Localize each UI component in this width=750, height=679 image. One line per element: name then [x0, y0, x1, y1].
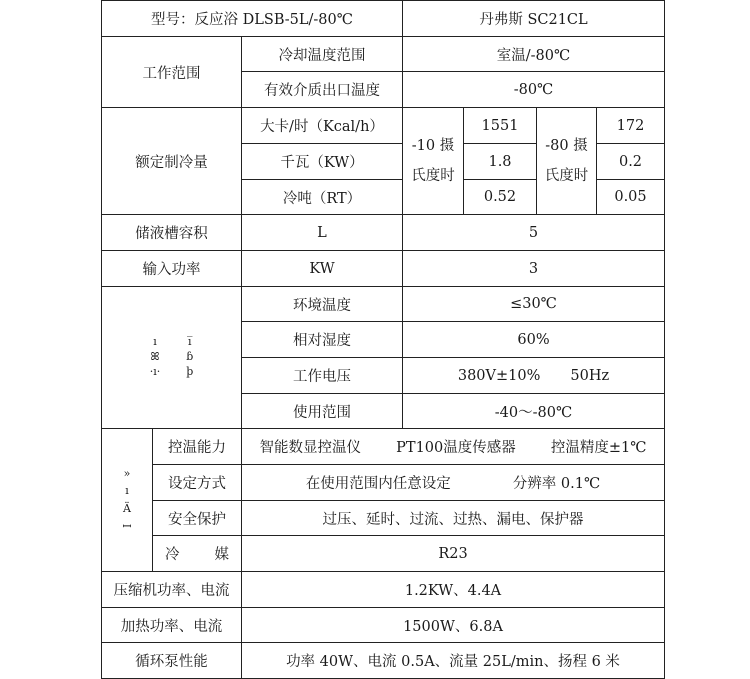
cooling-temp-range-value: 室温/-80℃ [496, 47, 571, 64]
work-range-row2-value-cell [402, 72, 665, 108]
env-r2-label-cell [241, 322, 402, 358]
pump-label: 循环泵性能 [135, 654, 208, 670]
a-v1-cell [463, 108, 536, 144]
rt-unit-label: 冷吨（RT） [282, 190, 362, 207]
control-r3-value-cell [241, 501, 665, 536]
setting-mode-label: 设定方式 [168, 476, 226, 492]
outlet-temp-label: 有效介质出口温度 [264, 83, 380, 99]
env-garbled-2c: þ [186, 364, 194, 378]
env-garbled-1a: ı [153, 335, 157, 349]
kcal-unit-label: 大卡/时（Kcal/h） [260, 119, 384, 135]
usage-range-value: -40～-80℃ [494, 404, 573, 421]
humidity-value: 60% [517, 331, 550, 348]
control-garbled-3: Ä [123, 502, 131, 515]
env-r3-label-cell [241, 358, 402, 394]
cond-a-cell [402, 108, 463, 215]
b-value-rt: 0.05 [614, 189, 647, 205]
usage-range-label: 使用范围 [293, 404, 351, 421]
b-value-kcal: 172 [616, 117, 645, 134]
b-v1-cell [596, 108, 665, 144]
b-v2-cell [596, 144, 665, 180]
env-label-cell [101, 287, 241, 429]
env-garbled-col1 [150, 335, 161, 380]
temp-controller-text: 智能数显控温仪 [259, 440, 362, 456]
b-value-kw: 0.2 [618, 153, 643, 170]
power-value-cell [402, 251, 665, 287]
control-r2-label-cell [152, 465, 241, 501]
control-accuracy-text: 控温精度±1℃ [550, 440, 647, 456]
voltage-value: 380V±10% [457, 367, 541, 384]
heating-value-cell [241, 608, 665, 643]
ambient-temp-label: 环境温度 [293, 297, 351, 314]
control-r2-value-cell [241, 465, 665, 501]
heating-label-cell [101, 608, 241, 643]
env-garbled-2a: ı̅ [187, 335, 192, 349]
work-range-row1-value-cell [402, 37, 665, 72]
power-unit: KW [309, 260, 335, 277]
kw-unit-label: 千瓦（KW） [280, 155, 364, 171]
compressor-value: 1.2KW、4.4A [404, 583, 502, 599]
model-right-cell [402, 0, 665, 37]
cooling-unit3-cell [241, 180, 402, 215]
cond-a-line2: 氏度时 [411, 168, 455, 184]
cooling-unit1-cell [241, 108, 402, 144]
env-r2-value-cell [402, 322, 665, 358]
env-garbled-1c: ·ı· [149, 364, 161, 378]
work-range-row2-label-cell [241, 72, 402, 108]
work-range-label: 工作范围 [142, 65, 201, 82]
voltage-label: 工作电压 [293, 369, 351, 385]
frequency-value: 50Hz [570, 367, 610, 384]
refrigerant-value: R23 [438, 545, 468, 562]
tank-label-cell [101, 215, 241, 251]
outlet-temp-value: -80℃ [513, 81, 554, 98]
heating-value: 1500W、6.8A [403, 618, 503, 635]
a-value-rt: 0.52 [483, 189, 517, 205]
refrigerant-label-a: 冷 [165, 547, 180, 563]
cooling-capacity-label-cell [101, 108, 241, 215]
safety-protection-text: 过压、延时、过流、过热、漏电、保护器 [322, 511, 584, 528]
work-range-label-cell [101, 37, 241, 108]
tank-unit: L [317, 224, 327, 241]
pump-label-cell [101, 643, 241, 679]
tank-unit-cell [241, 215, 402, 251]
env-r3-value-cell [402, 358, 665, 394]
env-r1-value-cell [402, 287, 665, 322]
b-v3-cell [596, 180, 665, 215]
cond-b-line2: 氏度时 [544, 168, 589, 184]
compressor-value-cell [241, 572, 665, 608]
control-garbled-1: » [123, 466, 131, 480]
tank-value-cell [402, 215, 665, 251]
setting-mode-text: 在使用范围内任意设定 [305, 476, 451, 492]
cond-a-line1: -10 摄 [411, 137, 455, 154]
model-left-text: 型号：反应浴 DLSB-5L/-80℃ [151, 12, 353, 28]
env-r1-label-cell [241, 287, 402, 322]
cooling-unit2-cell [241, 144, 402, 180]
cooling-temp-range-label: 冷却温度范围 [278, 47, 366, 64]
compressor-label-cell [101, 572, 241, 608]
control-r4-value-cell [241, 536, 665, 572]
control-garbled-4: ꟷ [122, 519, 132, 533]
model-right-text: 丹弗斯 SC21CL [479, 12, 588, 28]
humidity-label: 相对湿度 [293, 333, 351, 349]
control-r4-label-cell [152, 536, 241, 572]
resolution-text: 分辨率 0.1℃ [512, 476, 601, 492]
control-garbled-col [123, 465, 132, 535]
power-label-cell [101, 251, 241, 287]
a-v2-cell [463, 144, 536, 180]
safety-protection-label: 安全保护 [168, 511, 226, 528]
cond-b-line1: -80 摄 [545, 137, 588, 154]
control-r1-value-cell [241, 429, 665, 465]
tank-label: 储液槽容积 [135, 226, 208, 242]
pump-value-cell [241, 643, 665, 679]
power-value: 3 [528, 260, 539, 277]
model-left-cell [101, 0, 402, 37]
a-v3-cell [463, 180, 536, 215]
compressor-label: 压缩机功率、电流 [113, 583, 230, 599]
control-r1-label-cell [152, 429, 241, 465]
env-r4-value-cell [402, 394, 665, 429]
work-range-row1-label-cell [241, 37, 402, 72]
temp-control-label: 控温能力 [168, 440, 226, 456]
power-unit-cell [241, 251, 402, 287]
pump-value: 功率 40W、电流 0.5A、流量 25L/min、扬程 6 米 [286, 654, 620, 670]
tank-value: 5 [528, 224, 539, 241]
env-garbled-2b: ɓ [186, 350, 194, 364]
ambient-temp-value: ≤30℃ [510, 296, 557, 312]
control-r3-label-cell [152, 501, 241, 536]
a-value-kw: 1.8 [488, 153, 512, 170]
env-r4-label-cell [241, 394, 402, 429]
heating-label: 加热功率、电流 [120, 618, 223, 635]
cond-b-cell [536, 108, 596, 215]
pt100-sensor-text: PT100温度传感器 [396, 440, 516, 456]
refrigerant-label-b: 媒 [214, 547, 229, 563]
spec-table [101, 0, 665, 670]
env-garbled-1b: ꕤ [150, 350, 160, 364]
power-label: 输入功率 [142, 262, 201, 278]
cooling-capacity-label: 额定制冷量 [135, 154, 208, 171]
a-value-kcal: 1551 [481, 117, 519, 134]
control-garbled-2: ı [125, 484, 129, 498]
control-garbled-cell [101, 429, 152, 572]
env-garbled-col2 [186, 335, 193, 380]
